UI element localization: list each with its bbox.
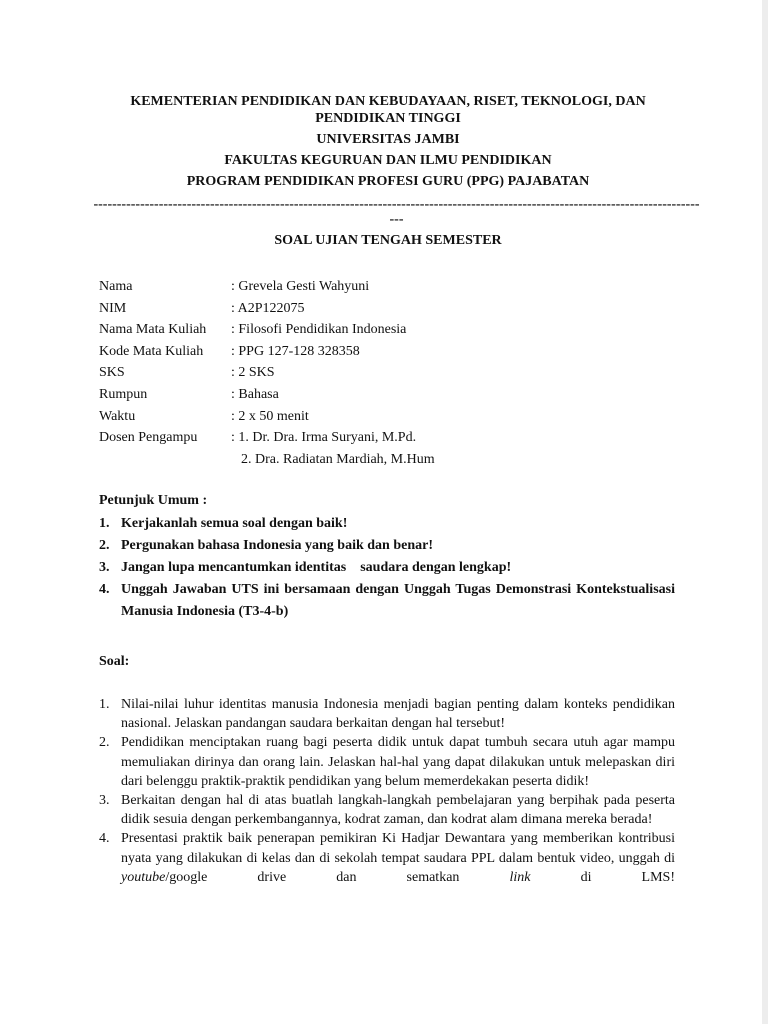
item-number: 4. — [99, 831, 110, 847]
info-value: : Filosofi Pendidikan Indonesia — [231, 322, 407, 338]
item-number: 4. — [99, 582, 110, 597]
list-item — [99, 791, 675, 829]
list-item — [99, 557, 675, 579]
info-label: Nama Mata Kuliah — [99, 322, 207, 338]
item-text: Nilai-nilai luhur identitas manusia Indonesia menjadi bagian penting dalam konteks pendidikan nasional. Jelaskan pandangan saudara berkaitan dengan hal tersebut! — [121, 697, 675, 732]
header-faculty: FAKULTAS KEGURUAN DAN ILMU PENDIDIKAN — [224, 153, 552, 168]
item-number: 1. — [99, 516, 110, 531]
questions-list — [99, 695, 675, 887]
item-number: 2. — [99, 538, 110, 553]
info-label: Waktu — [99, 408, 136, 424]
item-text-italic: link — [509, 869, 531, 885]
header-program: PROGRAM PENDIDIKAN PROFESI GURU (PPG) PAJABATAN — [186, 174, 590, 189]
document-header — [98, 93, 678, 194]
info-label: SKS — [99, 365, 125, 381]
item-text: Unggah Jawaban UTS ini bersamaan dengan Unggah Tugas Demonstrasi Kontekstualisasi Manusia Indonesia (T3-4-b) — [121, 582, 675, 619]
info-label: Nama — [99, 279, 133, 294]
item-text-segment: di LMS! — [530, 869, 675, 885]
info-label: Kode Mata Kuliah — [99, 343, 204, 359]
list-item — [99, 513, 675, 535]
separator-line — [93, 197, 700, 227]
info-row — [99, 449, 679, 471]
page-edge — [762, 0, 768, 1024]
separator-dashes: ---------------------------------------------------------------------------------------------------------------------------------- — [93, 197, 700, 212]
info-row — [99, 276, 679, 298]
info-value: : PPG 127-128 328358 — [231, 343, 360, 359]
info-row — [99, 427, 679, 449]
separator-dashes-wrap: --- — [389, 212, 404, 227]
item-text: Pergunakan bahasa Indonesia yang baik dan benar! — [121, 538, 433, 553]
list-item — [99, 829, 675, 887]
item-text — [121, 829, 675, 887]
info-value: 2. Dra. Radiatan Mardiah, M.Hum — [241, 451, 435, 467]
info-label: Dosen Pengampu — [99, 430, 198, 446]
info-row — [99, 406, 679, 428]
item-text: Kerjakanlah semua soal dengan baik! — [121, 516, 348, 531]
list-item — [99, 579, 675, 623]
item-number: 3. — [99, 793, 110, 809]
instructions-heading: Petunjuk Umum : — [99, 493, 208, 508]
info-label: NIM — [99, 300, 127, 316]
info-row — [99, 362, 679, 384]
list-item — [99, 535, 675, 557]
document-title: SOAL UJIAN TENGAH SEMESTER — [274, 233, 502, 248]
info-row — [99, 384, 679, 406]
item-text: Pendidikan menciptakan ruang bagi peserta didik untuk dapat tumbuh secara utuh agar mampu memuliakan dirinya dan orang lain. Jelaskan hal-hal yang dapat dilakukan untuk melepaskan diri dari belenggu praktik-praktik pendidikan yang belum memerdekakan peserta didik! — [121, 735, 675, 789]
info-value: : Grevela Gesti Wahyuni — [231, 279, 370, 294]
item-text-segment: Presentasi praktik baik penerapan pemikiran Ki Hadjar Dewantara yang memberikan kontribusi nyata yang dilakukan di kelas dan di sekolah tempat saudara PPL dalam bentuk video, unggah di — [121, 831, 675, 866]
info-value: : A2P122075 — [231, 300, 305, 316]
list-item — [99, 695, 675, 733]
info-value: : 1. Dr. Dra. Irma Suryani, M.Pd. — [231, 430, 417, 446]
instructions-list — [99, 513, 675, 623]
item-number: 1. — [99, 697, 110, 712]
item-number: 2. — [99, 735, 110, 751]
item-text: Berkaitan dengan hal di atas buatlah langkah-langkah pembelajaran yang berpihak pada peserta didik sesuia dengan perkembangannya, kodrat zaman, dan kodrat alam dimana mereka berada! — [121, 793, 675, 828]
info-value: : Bahasa — [231, 386, 279, 402]
info-label: Rumpun — [99, 386, 148, 402]
info-row — [99, 298, 679, 320]
item-text-italic: youtube — [121, 869, 166, 885]
questions-heading: Soal: — [99, 654, 130, 669]
student-info-table — [99, 276, 679, 470]
header-university: UNIVERSITAS JAMBI — [316, 132, 460, 147]
item-text-segment: /google drive dan sematkan — [165, 869, 510, 885]
info-value: : 2 x 50 menit — [231, 408, 309, 424]
item-text: Jangan lupa mencantumkan identitas saudara dengan lengkap! — [121, 560, 512, 575]
info-row — [99, 319, 679, 341]
info-label — [99, 449, 231, 471]
header-ministry: KEMENTERIAN PENDIDIKAN DAN KEBUDAYAAN, RISET, TEKNOLOGI, DAN PENDIDIKAN TINGGI — [130, 94, 646, 126]
list-item — [99, 733, 675, 791]
info-value: : 2 SKS — [231, 365, 275, 381]
item-number: 3. — [99, 560, 110, 575]
info-row — [99, 341, 679, 363]
